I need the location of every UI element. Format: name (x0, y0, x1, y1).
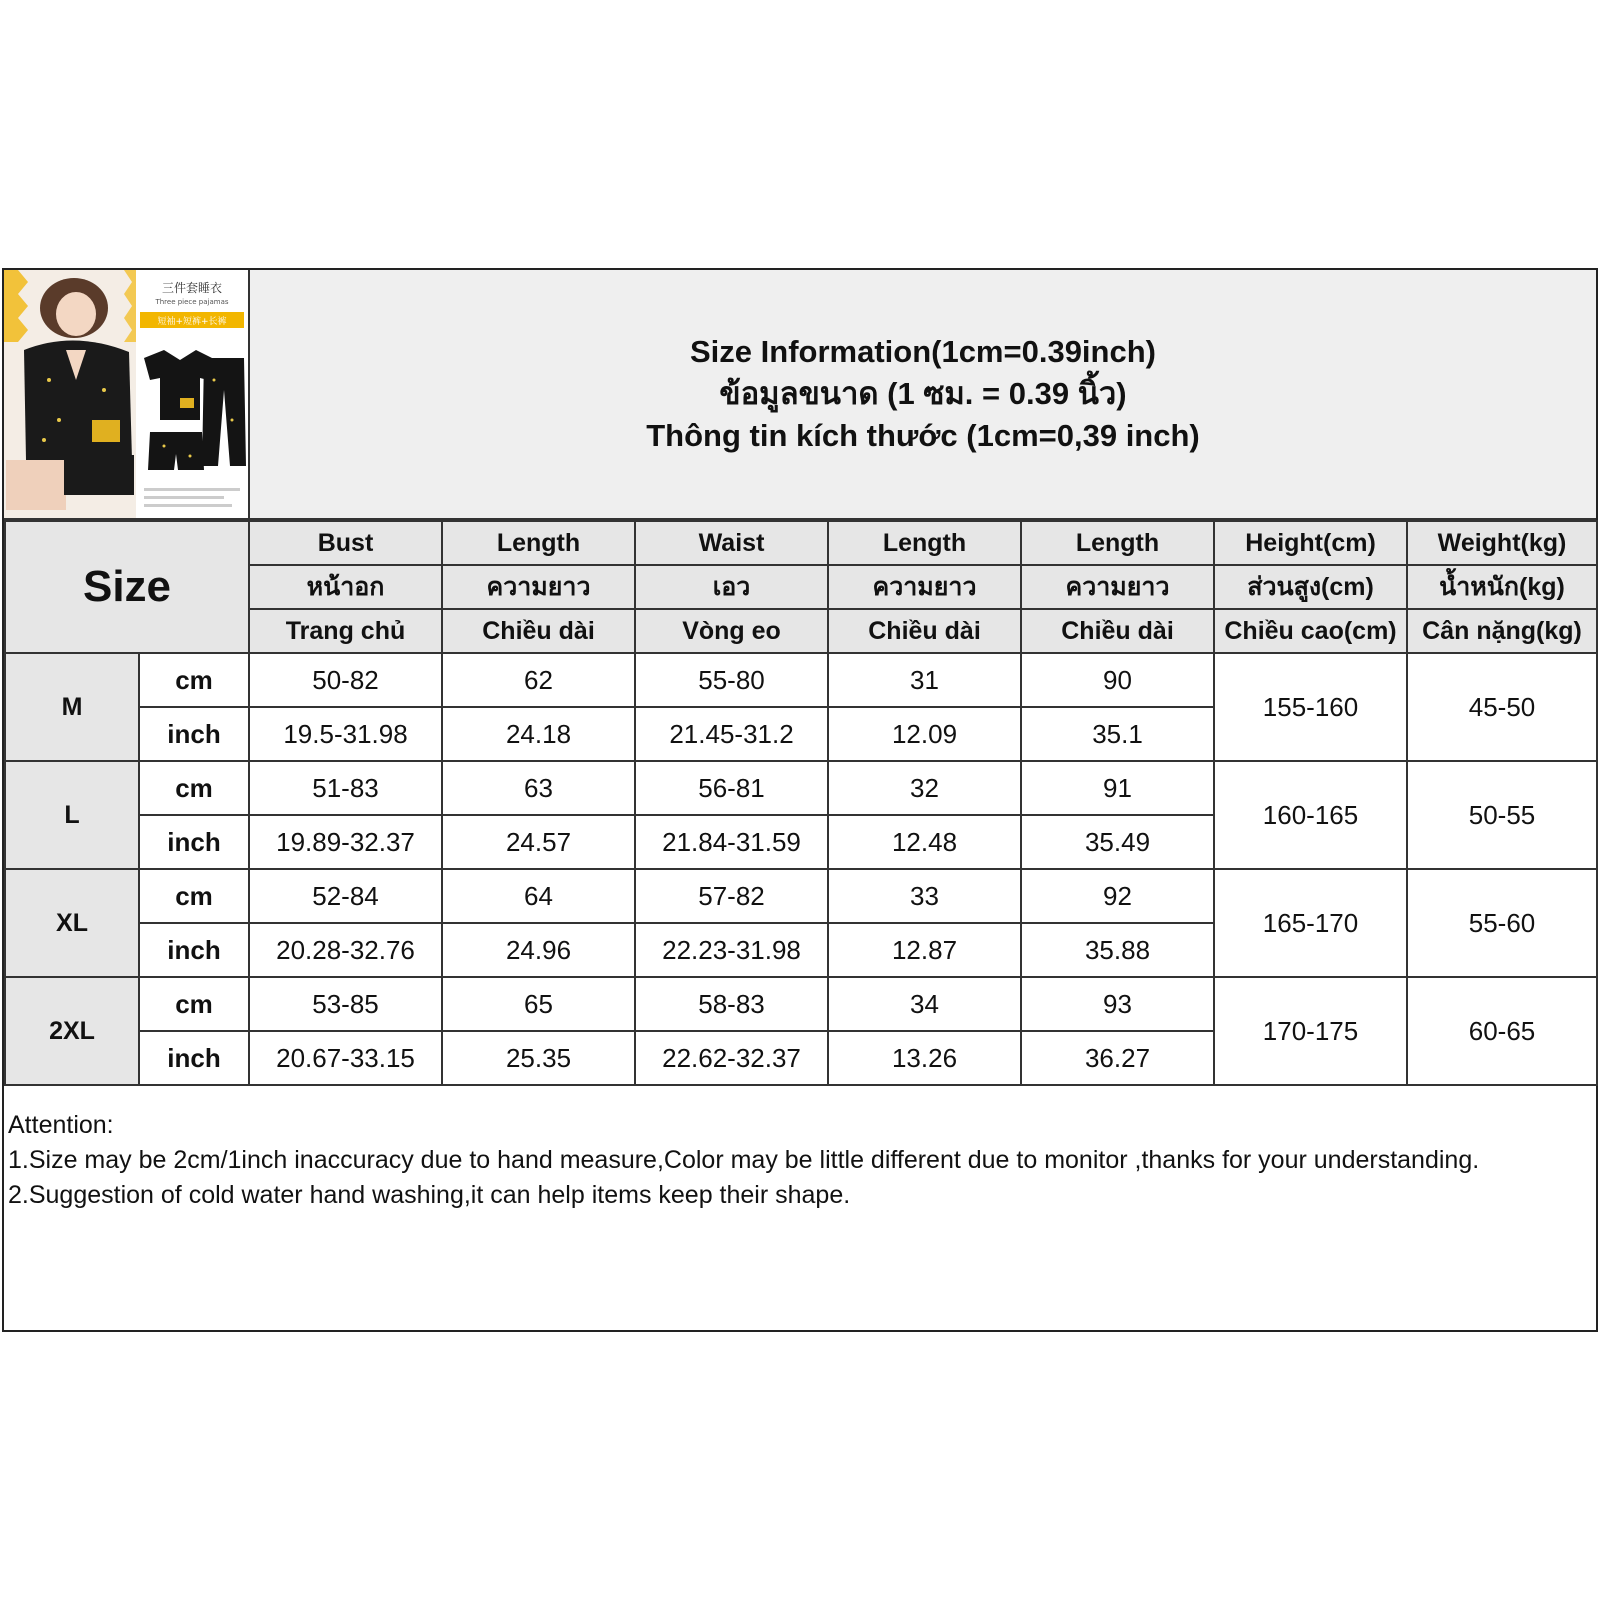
table-cell: 25.35 (442, 1031, 635, 1085)
table-cell: 55-80 (635, 653, 828, 707)
unit-label: inch (139, 1031, 249, 1085)
table-cell: 20.67-33.15 (249, 1031, 442, 1085)
table-cell: 57-82 (635, 869, 828, 923)
table-cell: 90 (1021, 653, 1214, 707)
size-label: XL (5, 869, 139, 977)
table-cell: 36.27 (1021, 1031, 1214, 1085)
column-header-th: ความยาว (442, 565, 635, 609)
height-cell: 165-170 (1214, 869, 1407, 977)
title-thai: ข้อมูลขนาด (1 ซม. = 0.39 นิ้ว) (719, 376, 1127, 411)
table-cell: 58-83 (635, 977, 828, 1031)
table-cell: 93 (1021, 977, 1214, 1031)
title-english: Size Information(1cm=0.39inch) (690, 334, 1156, 369)
size-label: L (5, 761, 139, 869)
table-cell: 24.57 (442, 815, 635, 869)
table-row (5, 653, 1597, 707)
table-cell: 19.5-31.98 (249, 707, 442, 761)
table-cell: 64 (442, 869, 635, 923)
weight-cell: 50-55 (1407, 761, 1597, 869)
table-row (5, 869, 1597, 923)
table-cell: 52-84 (249, 869, 442, 923)
table-cell: 20.28-32.76 (249, 923, 442, 977)
table-cell: 56-81 (635, 761, 828, 815)
column-header-vi: Vòng eo (635, 609, 828, 653)
column-header-th: ความยาว (828, 565, 1021, 609)
unit-label: cm (139, 977, 249, 1031)
size-label: M (5, 653, 139, 761)
table-cell: 91 (1021, 761, 1214, 815)
title-vietnamese: Thông tin kích thước (1cm=0,39 inch) (646, 418, 1200, 453)
size-information-title (250, 270, 1596, 520)
column-header-vi: Chiều cao(cm) (1214, 609, 1407, 653)
caption-zh: 三件套睡衣 (161, 281, 223, 295)
column-header-en: Length (442, 521, 635, 565)
column-header-en: Length (828, 521, 1021, 565)
table-cell: 35.88 (1021, 923, 1214, 977)
column-header-en: Height(cm) (1214, 521, 1407, 565)
column-header-th: น้ำหนัก(kg) (1407, 565, 1597, 609)
size-chart (2, 268, 1598, 1332)
table-cell: 63 (442, 761, 635, 815)
table-cell: 65 (442, 977, 635, 1031)
table-cell: 34 (828, 977, 1021, 1031)
table-cell: 62 (442, 653, 635, 707)
height-cell: 155-160 (1214, 653, 1407, 761)
column-header-th: ส่วนสูง(cm) (1214, 565, 1407, 609)
pajamas-photo (4, 270, 248, 518)
column-header-th: หน้าอก (249, 565, 442, 609)
table-cell: 35.1 (1021, 707, 1214, 761)
table-cell: 12.87 (828, 923, 1021, 977)
unit-label: cm (139, 653, 249, 707)
column-header-th: ความยาว (1021, 565, 1214, 609)
table-row (5, 761, 1597, 815)
size-header: Size (5, 521, 249, 653)
table-cell: 51-83 (249, 761, 442, 815)
table-cell: 33 (828, 869, 1021, 923)
table-cell: 22.62-32.37 (635, 1031, 828, 1085)
height-cell: 170-175 (1214, 977, 1407, 1085)
weight-cell: 60-65 (1407, 977, 1597, 1085)
size-table (4, 520, 1598, 1086)
column-header-th: เอว (635, 565, 828, 609)
column-header-en: Length (1021, 521, 1214, 565)
column-header-vi: Chiều dài (442, 609, 635, 653)
column-header-en: Weight(kg) (1407, 521, 1597, 565)
attention-heading: Attention: (8, 1111, 114, 1139)
table-cell: 12.09 (828, 707, 1021, 761)
size-label: 2XL (5, 977, 139, 1085)
unit-label: inch (139, 923, 249, 977)
unit-label: cm (139, 869, 249, 923)
table-cell: 32 (828, 761, 1021, 815)
table-cell: 13.26 (828, 1031, 1021, 1085)
attention-notes (8, 1108, 1588, 1213)
table-cell: 21.45-31.2 (635, 707, 828, 761)
height-cell: 160-165 (1214, 761, 1407, 869)
table-cell: 22.23-31.98 (635, 923, 828, 977)
table-cell: 21.84-31.59 (635, 815, 828, 869)
table-cell: 35.49 (1021, 815, 1214, 869)
table-cell: 24.18 (442, 707, 635, 761)
table-cell: 19.89-32.37 (249, 815, 442, 869)
column-header-vi: Chiều dài (828, 609, 1021, 653)
product-image (4, 270, 250, 520)
table-cell: 53-85 (249, 977, 442, 1031)
table-cell: 24.96 (442, 923, 635, 977)
attention-item: 2.Suggestion of cold water hand washing,it can help items keep their shape. (8, 1181, 851, 1209)
column-header-vi: Chiều dài (1021, 609, 1214, 653)
unit-label: inch (139, 707, 249, 761)
weight-cell: 45-50 (1407, 653, 1597, 761)
caption-banner: 短袖+短裤+长裤 (157, 317, 227, 327)
column-header-en: Waist (635, 521, 828, 565)
table-cell: 31 (828, 653, 1021, 707)
table-cell: 12.48 (828, 815, 1021, 869)
column-header-en: Bust (249, 521, 442, 565)
caption-en: Three piece pajamas (155, 298, 229, 306)
unit-label: cm (139, 761, 249, 815)
table-cell: 50-82 (249, 653, 442, 707)
column-header-vi: Trang chủ (249, 609, 442, 653)
unit-label: inch (139, 815, 249, 869)
column-header-vi: Cân nặng(kg) (1407, 609, 1597, 653)
table-cell: 92 (1021, 869, 1214, 923)
table-row (5, 977, 1597, 1031)
attention-item: 1.Size may be 2cm/1inch inaccuracy due to hand measure,Color may be little different due to monitor ,thanks for your understanding. (8, 1146, 1480, 1174)
weight-cell: 55-60 (1407, 869, 1597, 977)
